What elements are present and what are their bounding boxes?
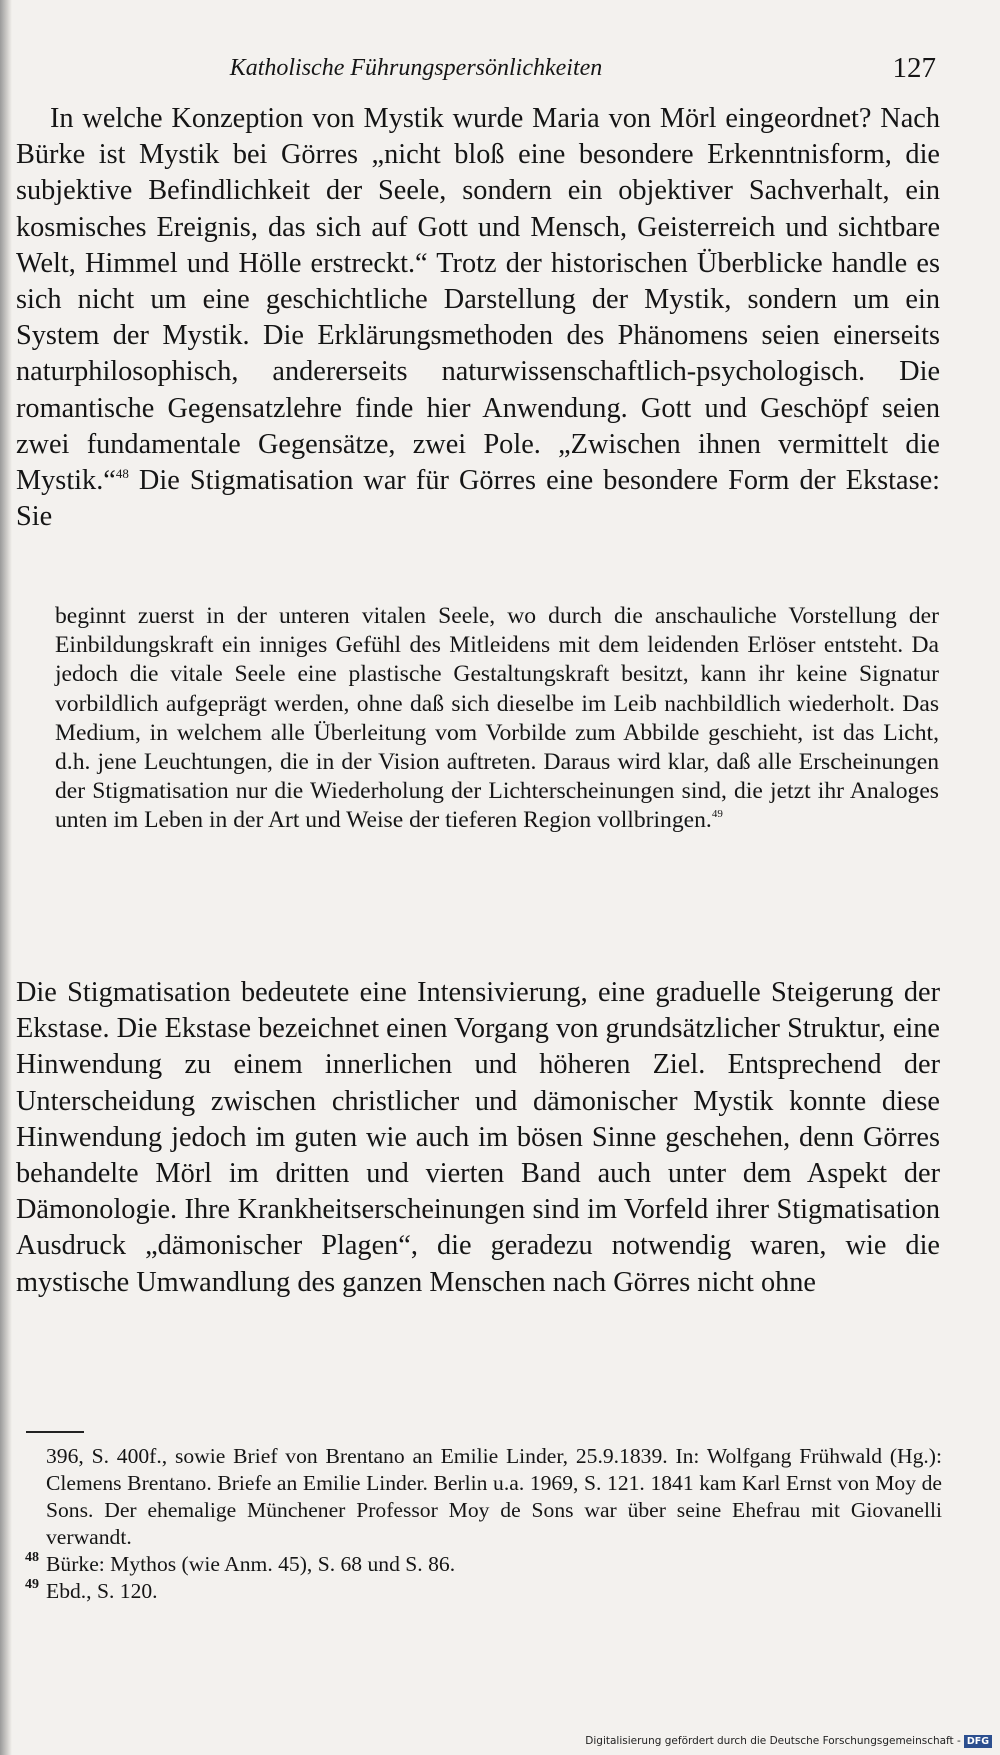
quotation-text: beginnt zuerst in der unteren vitalen Seele, wo durch die anschauliche Vorstellung der Einbildungskraft ein inniges Gefühl des Mitleidens mit dem leidenden Erlöser entsteht. Da jedoch die vitale Seele eine plastische Gestaltungskraft besitzt, kann ihr keine Signatur vorbildlich aufgeprägt werden, ohne daß sich dieselbe im Leib nachbildlich wiederholt. Das Medium, in welchem alle Überleitung vom Vorbilde zum Abbilde geschieht, ist das Licht, d.h. jene Leuchtungen, die in der Vision auftreten. Daraus wird klar, daß alle Erscheinungen der Stigmatisation nur die Wiederholung der Lichterscheinungen sind, die jetzt ihr Analoges unten im Leben in der Art und Weise der tieferen Region vollbringen. [55, 603, 939, 834]
dfg-logo: DFG [964, 1735, 992, 1748]
footnote-continuation: 396, S. 400f., sowie Brief von Brentano an Emilie Linder, 25.9.1839. In: Wolfgang Frühwald (Hg.): Clemens Brentano. Briefe an Emilie Linder. Berlin u.a. 1969, S. 121. 1841 kam Karl Ernst von Moy de Sons. Der ehemalige Münchener Professor Moy de Sons war über seine Ehefrau mit Giovanelli verwandt. [46, 1444, 942, 1549]
paragraph-stigmatisation-ekstase: Die Stigmatisation bedeutete eine Intensivierung, eine graduelle Steigerung der Ekstase. Die Ekstase bezeichnet einen Vorgang von grundsätzlicher Struktur, eine Hinwendung zu einem innerlichen und höheren Ziel. Entsprechend der Unterscheidung zwischen christlicher und dämonischer Mystik konnte diese Hinwendung jedoch im guten wie auch im bösen Sinne geschehen, denn Görres behandelte Mörl im dritten und vierten Band auch unter dem Aspekt der Dämonologie. Ihre Krankheitserscheinungen sind im Vorfeld ihrer Stigmatisation Ausdruck „dämonischer Plagen“, die geradezu notwendig waren, wie die mystische Umwandlung des ganzen Menschen nach Görres nicht ohne [16, 977, 940, 1298]
running-head [16, 50, 936, 90]
footnote-text: Ebd., S. 120. [46, 1579, 158, 1603]
footnote-48 [16, 1551, 942, 1578]
page-number: 127 [892, 52, 936, 84]
book-page [16, 0, 946, 1755]
footnote-reference-48: 48 [115, 466, 129, 482]
footnote-49 [16, 1578, 942, 1605]
block-quotation [55, 602, 939, 836]
footnote-number: 48 [25, 1550, 39, 1565]
footnote-number: 49 [25, 1577, 39, 1592]
digitization-credit [585, 1734, 992, 1748]
paragraph-text-continued: Die Stigmatisation war für Görres eine besondere Form der Ekstase: Sie [16, 465, 940, 533]
footnote-text: Bürke: Mythos (wie Anm. 45), S. 68 und S. 86. [46, 1552, 456, 1576]
footnotes [16, 1443, 942, 1605]
digitization-text: Digitalisierung gefördert durch die Deutsche Forschungsgemeinschaft - [585, 1735, 961, 1747]
paragraph-text: In welche Konzeption von Mystik wurde Maria von Mörl eingeordnet? Nach Bürke ist Mystik bei Görres „nicht bloß eine besondere Erkenntnisform, die subjektive Befindlichkeit der Seele, sondern ein objektiver Sachverhalt, ein kosmisches Ereignis, das sich auf Gott und Mensch, Geisterreich und sichtbare Welt, Himmel und Hölle erstreckt.“ Trotz der historischen Überblicke handle es sich nicht um eine geschichtliche Darstellung der Mystik, sondern um ein System der Mystik. Die Erklärungsmethoden des Phänomens seien einerseits naturphilosophisch, andererseits naturwissenschaftlich-psychologisch. Die romantische Gegensatzlehre finde hier Anwendung. Gott und Geschöpf seien zwei fundamentale Gegensätze, zwei Pole. „Zwischen ihnen vermittelt die Mystik.“ [16, 103, 940, 497]
scan-edge-shadow [0, 0, 12, 1755]
footnote-separator [26, 1431, 84, 1433]
paragraph-mystik-konzeption [16, 101, 940, 535]
footnote-reference-49: 49 [711, 808, 723, 821]
running-title: Katholische Führungspersönlichkeiten [229, 55, 603, 81]
